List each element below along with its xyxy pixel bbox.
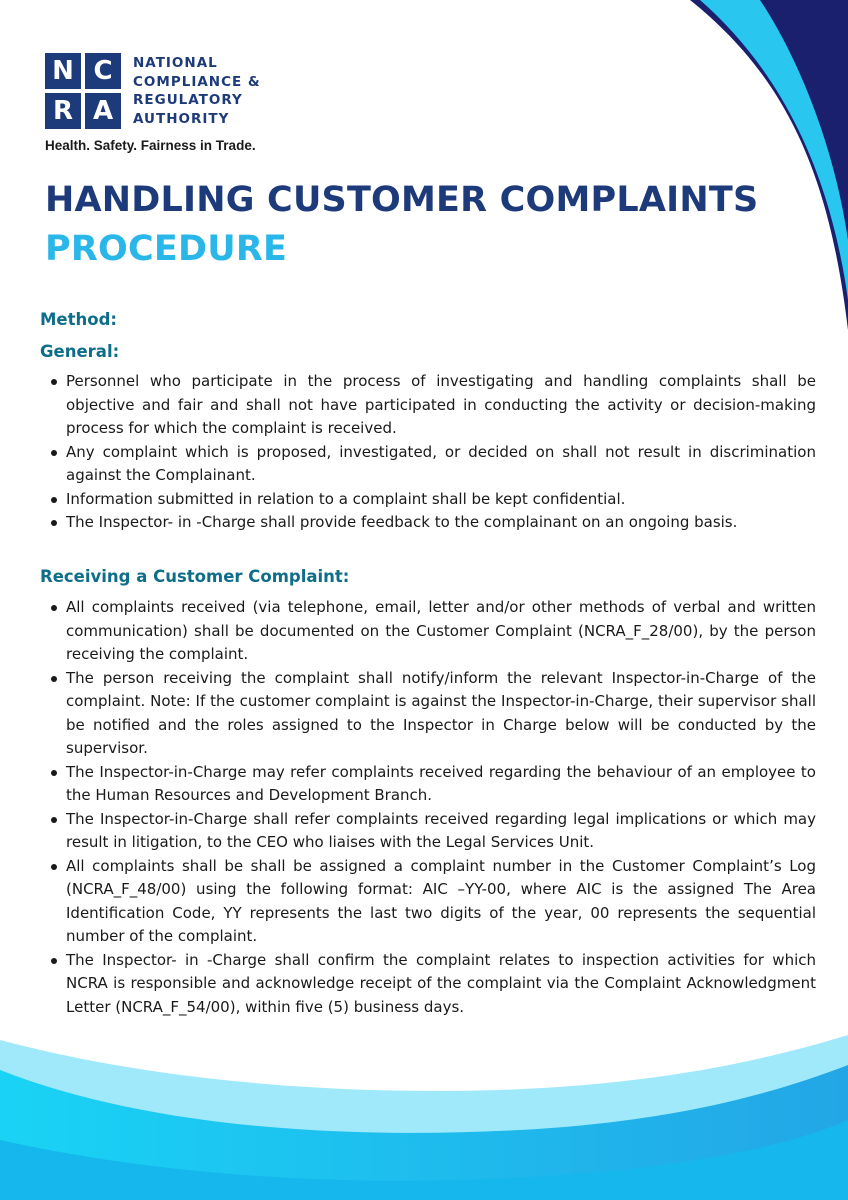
bullet-icon — [51, 958, 57, 964]
receiving-complaint-heading: Receiving a Customer Complaint: — [40, 567, 350, 586]
list-item-text: All complaints received (via telephone, email, letter and/or other methods of verbal and written communication) shall be documented on the Customer Complaint (NCRA_F_28/00), by the person receiving the complaint. — [66, 598, 816, 663]
logo-letter-a: A — [85, 93, 121, 129]
page-title: HANDLING CUSTOMER COMPLAINTS — [45, 180, 759, 220]
logo-letter-r: R — [45, 93, 81, 129]
list-item-text: The Inspector-in-Charge may refer complaints received regarding the behaviour of an employee to the Human Resources and Development Branch. — [66, 762, 816, 804]
bullet-icon — [51, 770, 57, 776]
list-item — [48, 808, 816, 855]
list-item — [48, 441, 816, 488]
bullet-icon — [51, 450, 57, 456]
receiving-complaint-list — [48, 596, 816, 1019]
bullet-icon — [51, 520, 57, 526]
list-item — [48, 370, 816, 441]
general-list — [48, 370, 816, 535]
org-name-line: NATIONAL — [133, 55, 218, 71]
organization-name — [133, 54, 293, 128]
list-item-text: All complaints shall be shall be assigned a complaint number in the Customer Complaint’s Log (NCRA_F_48/00) using the following format: AIC –YY-00, where AIC is the assigned The Area Identification Code, YY represents the last two digits of the year, 00 represents the sequential number of the complaint. — [66, 856, 816, 945]
list-item-text: The Inspector-in-Charge shall refer complaints received regarding legal implications or which may result in litigation, to the CEO who liaises with the Legal Services Unit. — [66, 809, 816, 851]
list-item — [48, 667, 816, 761]
logo-letter-grid — [45, 53, 121, 129]
org-name-line: COMPLIANCE & — [133, 73, 261, 90]
list-item-text: The Inspector- in -Charge shall confirm the complaint relates to inspection activities for which NCRA is responsible and acknowledge receipt of the complaint via the Complaint Acknowledgment Letter (NCRA_F_54/00), within five (5) business days. — [66, 950, 816, 1016]
logo-letter-c: C — [85, 53, 121, 89]
list-item-text: Information submitted in relation to a complaint shall be kept confidential. — [66, 489, 626, 508]
list-item — [48, 761, 816, 808]
bullet-icon — [51, 379, 57, 385]
bullet-icon — [51, 864, 57, 870]
bullet-icon — [51, 676, 57, 682]
list-item-text: Personnel who participate in the process of investigating and handling complaints shall be objective and fair and shall not have participated in conducting the activity or decision-making process for which the complaint is received. — [66, 372, 816, 437]
list-item — [48, 949, 816, 1020]
page-subtitle: PROCEDURE — [45, 229, 288, 269]
general-heading: General: — [40, 342, 120, 361]
list-item-text: The Inspector- in -Charge shall provide feedback to the complainant on an ongoing basis. — [66, 513, 738, 531]
bullet-icon — [51, 817, 57, 823]
bullet-icon — [51, 605, 57, 611]
list-item — [48, 511, 816, 535]
list-item-text: The person receiving the complaint shall notify/inform the relevant Inspector-in-Charge of the complaint. Note: If the customer complaint is against the Inspector-in-Charge, their supervisor shall be notified and the roles assigned to the Inspector in Charge below will be conducted by the supervisor. — [66, 668, 816, 757]
org-name-line: AUTHORITY — [133, 110, 230, 127]
list-item-text: Any complaint which is proposed, investigated, or decided on shall not result in discrimination against the Complainant. — [66, 442, 816, 484]
list-item — [48, 488, 816, 512]
org-name-line: REGULATORY — [133, 92, 243, 108]
method-heading: Method: — [40, 310, 117, 329]
logo-letter-n: N — [45, 53, 81, 89]
list-item — [48, 855, 816, 949]
list-item — [48, 596, 816, 667]
bullet-icon — [51, 497, 57, 503]
tagline: Health. Safety. Fairness in Trade. — [45, 138, 256, 153]
